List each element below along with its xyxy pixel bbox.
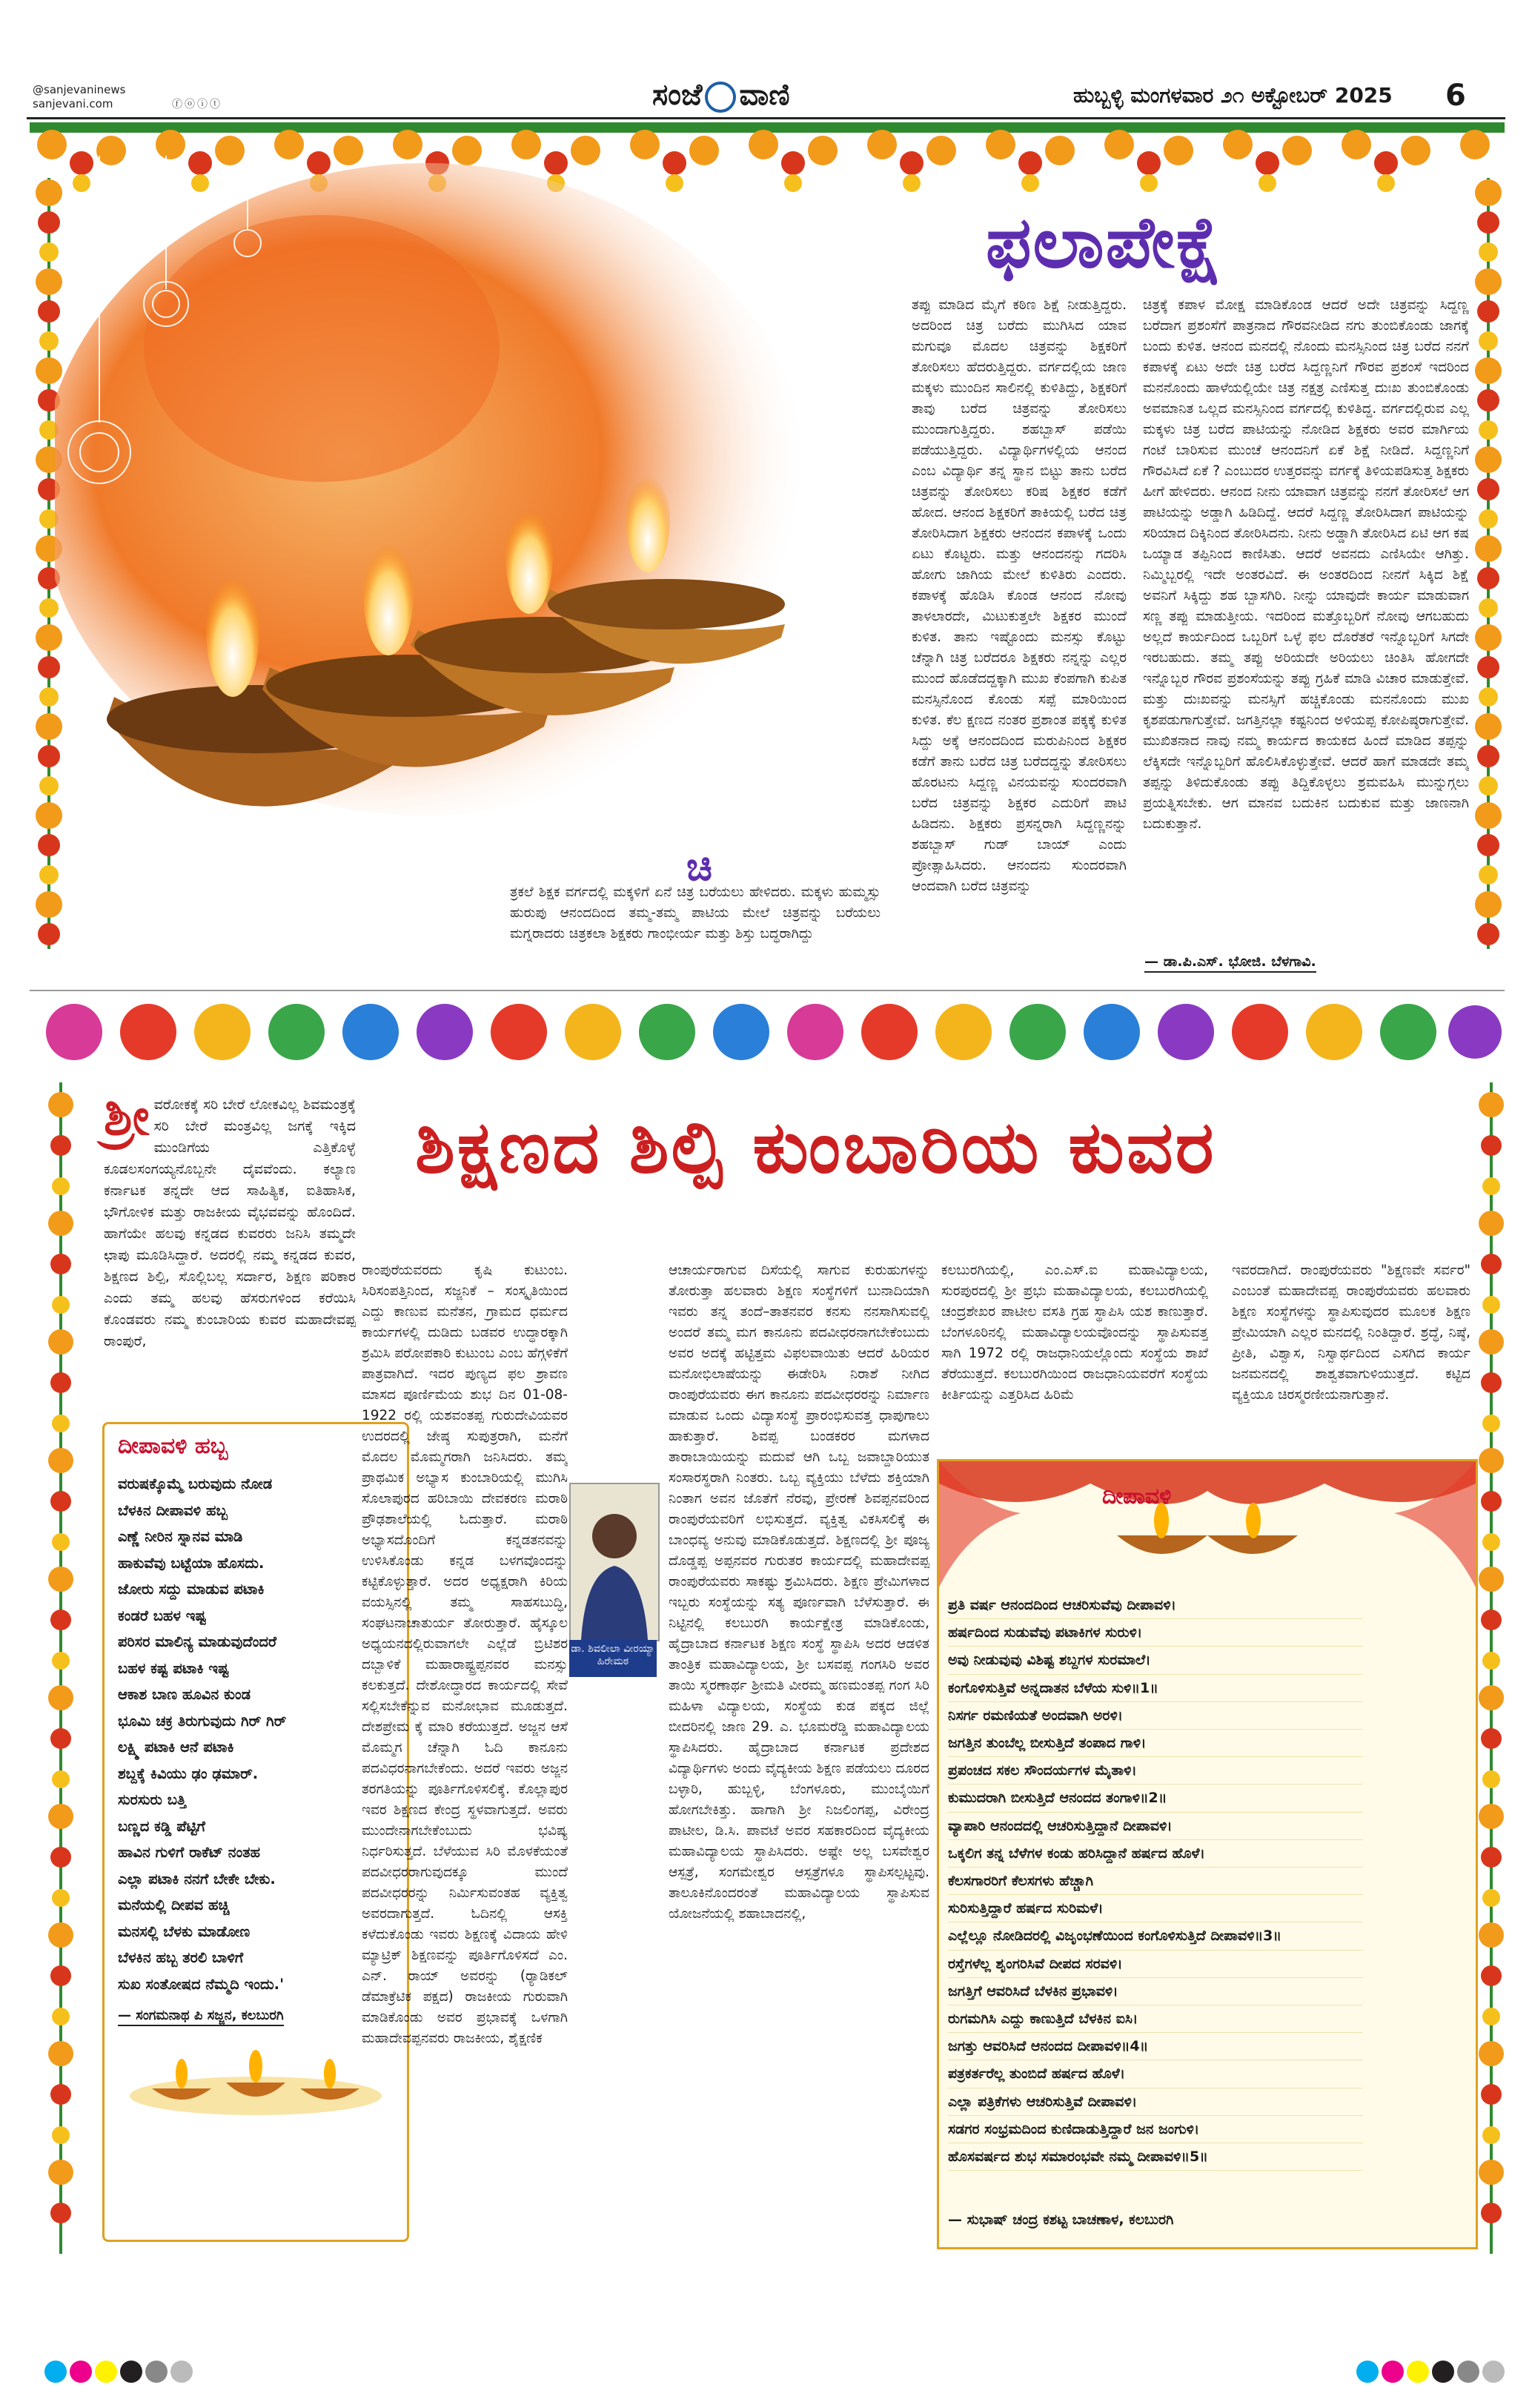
intro-text: ವರೋಕಕ್ಕೆ ಸರಿ ಬೇರೆ ಲೋಕವಿಲ್ಲ ಶಿವಮಂತ್ರಕ್ಕೆ ಸರಿ ಬೇರೆ ಮಂತ್ರವಿಲ್ಲ ಜಗಕ್ಕೆ ಇಕ್ಕಿದ ಮುಂಡಿಗೆಯ ಎತ್ತಿಕೊಳ್ಳೆ ಕೂಡಲಸಂಗಯ್ಯನೊಬ್ಬನೇ ದೈವವೆಂದು. ಕಲ್ಯಾಣ ಕರ್ನಾಟಕ ತನ್ನದೇ ಆದ ಸಾಹಿತ್ಯಿಕ, ಐತಿಹಾಸಿಕ, ಭೌಗೋಳಿಕ ಮತ್ತು ರಾಜಕೀಯ ವೈಭವವನ್ನು ಹೊಂದಿದೆ. ಹಾಗೆಯೇ ಹಲವು ಕನ್ನಡದ ಕುವರರು ಜನಿಸಿ ತಮ್ಮದೇ ಛಾಪು ಮೂಡಿಸಿದ್ದಾರೆ. ಅದರಲ್ಲಿ ನಮ್ಮ ಕನ್ನಡದ ಕುವರ, ಶಿಕ್ಷಣದ ಶಿಲ್ಪಿ, ಸೊಲ್ಲಿಬಲ್ಲ ಸರ್ದಾರ, ಶಿಕ್ಷಣ ಪರಿಕಾರ ಎಂದು ತಮ್ಮ ಹಲವು ಹೆಸರುಗಳಿಂದ ಕರೆಯಿಸಿ ಕೊಂಡವರು ನಮ್ಮ ಕುಂಬಾರಿಯ ಕುವರ ಮಹಾದೇವಪ್ಪ ರಾಂಪುರೆ,: [104, 1096, 356, 1349]
marigold-garland-right: [1472, 178, 1505, 949]
poem-line: ಜೋರು ಸದ್ದು ಮಾಡುವ ಪಟಾಕಿ: [118, 1581, 265, 1598]
poem-line: ಹಾಕುವೆವು ಬಟ್ಟೆಯಾ ಹೊಸದು.: [118, 1554, 265, 1572]
poem-line: ಸುಖ ಸಂತೋಷದ ನೆಮ್ಮದಿ ಇಂದು.': [118, 1975, 285, 1993]
deepavali-line: ಸುರಿಸುತ್ತಿದ್ದಾರೆ ಹರ್ಷದ ಸುರಿಮಳೆ।: [948, 1895, 1363, 1922]
portrait-icon: [571, 1484, 658, 1640]
feature-column-1: [912, 295, 1127, 971]
deepavali-line: ಜಗತ್ತು ಆವರಿಸಿದೆ ಆನಂದದ ದೀಪಾವಳಿ॥4॥: [948, 2033, 1363, 2060]
masthead-handles: [33, 83, 125, 111]
poem-line: ಬೆಳಕಿನ ದೀಪಾವಳಿ ಹಬ್ಬ: [118, 1501, 228, 1519]
poem-line: ಬೆಳಕಿನ ಹಬ್ಬ ತರಲಿ ಬಾಳಿಗೆ: [118, 1949, 244, 1966]
poem-line: ಹಾವಿನ ಗುಳಿಗೆ ರಾಕೆಟ್ ನಂತಹ: [118, 1844, 261, 1861]
feature-drop-text: ತ್ರಕಲೆ ಶಿಕ್ಷಕ ವರ್ಗದಲ್ಲಿ ಮಕ್ಕಳಿಗೆ ಏನೆ ಚಿತ್ರ ಬರೆಯಲು ಹೇಳಿದರು. ಮಕ್ಕಳು ಹುಮ್ಮಸ್ಸು ಹುರುಪು ಆನಂದದಿಂದ ತಮ್ಮ-ತಮ್ಮ ಪಾಟಿಯ ಮೇಲೆ ಚಿತ್ರವನ್ನು ಬರೆಯಲು ಮಗ್ನರಾದರು ಚಿತ್ರಕಲಾ ಶಿಕ್ಷಕರು ಗಾಂಭೀರ್ಯ ಮತ್ತು ಶಿಸ್ತು ಬದ್ಧರಾಗಿದ್ದು: [510, 884, 881, 942]
print-registration-left: [44, 2361, 196, 2386]
main-col2-text: ಆಚಾರ್ಯರಾಗುವ ದಿಸೆಯಲ್ಲಿ ಸಾಗುವ ಕುರುಹುಗಳನ್ನು ತೋರುತ್ತಾ ಹಲವಾರು ಶಿಕ್ಷಣ ಸಂಸ್ಥೆಗಳಿಗೆ ಬುನಾದಿಯಾಗಿ ಇವರು ತನ್ನ ತಂದೆ–ತಾತನವರ ಕನಸು ನನಸಾಗಿಸುವಲ್ಲಿ ಅಂದರೆ ತಮ್ಮ ಮಗ ಕಾನೂನು ಪದವೀಧರನಾಗಬೇಕೆಂಬುದು ಅವರ ಅದಕ್ಕೆ ಹಟ್ಟಿತ್ತಮ ವಿಫಲವಾಯಿತು ಆದರೆ ಹಿರಿಯರ ಮನೋಭಿಲಾಷೆಯನ್ನು ಈಡೇರಿಸಿ ನಿರಾಶೆ ನೀಗಿದ ರಾಂಪುರೆಯವರು ಈಗ ಕಾನೂನು ಪದವೀಧರರನ್ನು ನಿರ್ಮಾಣ ಮಾಡುವ ಒಂದು ವಿದ್ಯಾಸಂಸ್ಥೆ ಪ್ರಾರಂಭಿಸುವತ್ತ ಧಾಪುಗಾಲು ಹಾಕುತ್ತಾರೆ. ಶಿವಪ್ಪ ಬಂಡಕರರ ಮಗಳಾದ ತಾರಾಬಾಯಿಯನ್ನು ಮದುವೆ ಆಗಿ ಒಬ್ಬ ಜವಾಬ್ದಾರಿಯುತ ಸಂಸಾರಸ್ಥರಾಗಿ ನಿಂತರು. ಒಬ್ಬ ವ್ಯಕ್ತಿಯು ಬೆಳೆದು ಶಕ್ತಿಯಾಗಿ ನಿಂತಾಗ ಅವನ ಜೊತೆಗೆ ನೆರವು, ಪ್ರೇರಣೆ ಶಿವಪ್ಪನವರಿಂದ ರಾಂಪುರೆಯವರಿಗೆ ಲಭಿಸುತ್ತದೆ. ವ್ಯಕ್ತಿತ್ವ ವಿಕಸಿಸಲಿಕ್ಕೆ ಈ ಬಾಂಧವ್ಯ ಅನುವು ಮಾಡಿಕೊಡುತ್ತದೆ. ಶಿಕ್ಷಣದಲ್ಲಿ ಶ್ರೀ ಪೂಜ್ಯ ದೊಡ್ಡಪ್ಪ ಅಪ್ಪನವರ ಗುರುತರ ಕಾರ್ಯದಲ್ಲಿ ಮಹಾದೇವಪ್ಪ ರಾಂಪುರೆಯವರು ಸಾಕಷ್ಟು ಶ್ರಮಿಸಿದರು. ಶಿಕ್ಷಣ ಪ್ರೇಮಿಗಳಾದ ಇಬ್ಬರು ಸಂಸ್ಥೆಯನ್ನು ಸತ್ಯ ಪೂರ್ಣವಾಗಿ ಬೆಳೆಸುತ್ತಾರೆ. ಈ ನಿಟ್ಟಿನಲ್ಲಿ ಕಲಬುರಗಿ ಕಾರ್ಯಕ್ಷೇತ್ರ ಮಾಡಿಕೊಂಡು, ಹೈದ್ರಾಬಾದ ಕರ್ನಾಟಕ ಶಿಕ್ಷಣ ಸಂಸ್ಥೆ ಸ್ಥಾಪಿಸಿ ಅದರ ಆಡಳಿತ ತಾಂತ್ರಿಕ ಮಹಾವಿದ್ಯಾಲಯ, ಶ್ರೀ ಬಸವಪ್ಪ ಗಂಗಸಿರಿ ಅವರ ತಾಯಿ ಸ್ಮರಣಾರ್ಥ ಶ್ರೀಮತಿ ವೀರಮ್ಮ ಹಣಮಂತಪ್ಪ ಗಂಗ ಸಿರಿ ಮಹಿಳಾ ವಿದ್ಯಾಲಯ, ಸಂಸ್ಥೆಯ ಕುಡ ಪಕ್ಕದ ಜಿಲ್ಲೆ ಬೀದರಿನಲ್ಲಿ ಜಾಣ 29. ಎ. ಭೂಮರೆಡ್ಡಿ ಮಹಾವಿದ್ಯಾಲಯ ಸ್ಥಾಪಿಸಿದರು. ಹೈದ್ರಾಬಾದ ಕರ್ನಾಟಕ ಪ್ರದೇಶದ ವಿದ್ಯಾರ್ಥಿಗಳು ಅಂದು ವೈದ್ಯಕೀಯ ಶಿಕ್ಷಣ ಪಡೆಯಲು ದೂರದ ಬಳ್ಳಾರಿ, ಹುಬ್ಬಳ್ಳಿ, ಬೆಂಗಳೂರು, ಮುಂಬೈಯಿಗೆ ಹೋಗಬೇಕಿತ್ತು. ಹಾಗಾಗಿ ಶ್ರೀ ನಿಜಲಿಂಗಪ್ಪ, ವಿರೇಂದ್ರ ಪಾಟೀಲ, ಡಿ.ಸಿ. ಪಾವಟೆ ಅವರ ಸಹಕಾರದಿಂದ ವೈದ್ಯಕೀಯ ಮಹಾವಿದ್ಯಾಲಯ ಸ್ಥಾಪಿಸಿದರು. ಅಷ್ಟೇ ಅಲ್ಲ ಬಸವೇಶ್ವರ ಆಸ್ಪತ್ರೆ, ಸಂಗಮೇಶ್ವರ ಆಸ್ಪತ್ರೆಗಳೂ ಸ್ಥಾಪಿಸಲ್ಪಟ್ಟವು. ತಾಲೂಕಿನೊಂದರಂತೆ ಮಹಾವಿದ್ಯಾಲಯ ಸ್ಥಾಪಿಸುವ ಯೋಜನೆಯಲ್ಲಿ ಶಹಾಬಾದನಲ್ಲಿ,: [669, 1263, 929, 1922]
deepavali-line: ಅವು ನೀಡುವುವು ವಿಶಿಷ್ಟ ಶಬ್ದಗಳ ಸುರಮಾಲೆ।: [948, 1647, 1363, 1674]
newspaper-logo: [652, 77, 790, 113]
rangoli-diya-icon: [122, 2037, 389, 2118]
deepavali-line: ಕಂಗೊಳಿಸುತ್ತಿವೆ ಅನ್ನದಾತನ ಬೆಳೆಯ ಸುಳಿ॥1॥: [948, 1675, 1363, 1702]
poem-box-deepavali: [937, 1459, 1478, 2249]
deepavali-line: ಜಗತ್ತಿಗೆ ಆವರಿಸಿದೆ ಬೆಳಕಿನ ಪ್ರಭಾವಳಿ।: [948, 1978, 1363, 2005]
poem-line: ಭೂಮಿ ಚಕ್ರ ತಿರುಗುವುದು ಗಿರ್ ಗಿರ್: [118, 1712, 287, 1730]
main-col1-text: ರಾಂಪುರೆಯವರದು ಕೃಷಿ ಕುಟುಂಬ. ಸಿರಿಸಂಪತ್ತಿನಿಂದ, ಸಜ್ಜನಿಕೆ – ಸಂಸ್ಕೃತಿಯಿಂದ ಎದ್ದು ಕಾಣುವ ಮನೆತನ, ಗ್ರಾಮದ ಧರ್ಮದ ಕಾರ್ಯಗಳಲ್ಲಿ ದುಡಿದು ಬಡವರ ಉದ್ಧಾರಕ್ಕಾಗಿ ಶ್ರಮಿಸಿ ಪರೋಪಕಾರಿ ಕುಟುಂಬ ಎಂಬ ಹೆಗ್ಗಳಿಕೆಗೆ ಪಾತ್ರವಾಗಿದೆ. ಇದರ ಪುಣ್ಯದ ಫಲ ಶ್ರಾವಣ ಮಾಸದ ಪೂರ್ಣಿಮೆಯ ಶುಭ ದಿನ 01-08-1922 ರಲ್ಲಿ ಯಶವಂತಪ್ಪ ಗುರುದೇವಿಯವರ ಉದರದಲ್ಲಿ ಜೇಷ್ಠ ಸುಪುತ್ರರಾಗಿ, ಮನೆಗೆ ಮೊದಲ ಮೊಮ್ಮಗರಾಗಿ ಜನಿಸಿದರು. ತಮ್ಮ ಪ್ರಾಥಮಿಕ ಅಭ್ಯಾಸ ಕುಂಬಾರಿಯಲ್ಲಿ ಮುಗಿಸಿ ಸೊಲಾಪುರದ ಹರಿಬಾಯಿ ದೇವಕರಣ ಮರಾಠಿ ಪ್ರೌಢಶಾಲೆಯಲ್ಲಿ ಓದುತ್ತಾರೆ. ಮರಾಠಿ ಅಭ್ಯಾಸದೊಂದಿಗೆ ಕನ್ನಡತನವನ್ನು ಉಳಿಸಿಕೊಂಡು ಕನ್ನಡ ಬಳಗವೊಂದನ್ನು ಕಟ್ಟಿಕೊಳ್ಳುತ್ತಾರೆ. ಅದರ ಅಧ್ಯಕ್ಷರಾಗಿ ಕಿರಿಯ ವಯಸ್ಸಿನಲ್ಲಿ ತಮ್ಮ ಸಾಹಸಬುದ್ಧಿ, ಸಂಘಟನಾಚಾತುರ್ಯ ತೋರುತ್ತಾರೆ. ಹೈಸ್ಕೂಲ ಅಧ್ಯಯನದಲ್ಲಿರುವಾಗಲೇ ಎಲ್ಲೆಡೆ ಬ್ರಿಟಿಶರ ದಬ್ಬಾಳಿಕೆ ಮಹಾರಾಷ್ಟ್ರಪ್ಪನವರ ಮನಸ್ಸು ಕಲಕುತ್ತದೆ. ದೇಶೋದ್ಧಾರದ ಕಾರ್ಯದಲ್ಲಿ ಸೇವೆ ಸಲ್ಲಿಸಬೇಕೆನ್ನುವ ಮನೋಭಾವ ಮೂಡುತ್ತದೆ. ದೇಶಪ್ರೇಮ ಕ್ಕೆ ಮಾರಿ ಕರೆಯುತ್ತದೆ. ಅಜ್ಜನ ಆಸೆ ಮೊಮ್ಮಗ ಚೆನ್ನಾಗಿ ಓದಿ ಕಾನೂನು ಪದವಿಧರನಾಗಬೇಕೆಂದು. ಅದರೆ ಇವರು ಅಜ್ಜನ ತರಗತಿಯನ್ನು ಪೂರ್ತಿಗೊಳಿಸಲಿಕ್ಕೆ. ಕೊಲ್ಲಾಪುರ ಇವರ ಶಿಕ್ಷಣದ ಕೇಂದ್ರ ಸ್ಥಳವಾಗುತ್ತದೆ. ಅವರು ಮುಂದೇನಾಗಬೇಕೆಂಬುದು ಭವಿಷ್ಯ ನಿರ್ಧರಿಸುತ್ತದೆ. ಬೆಳೆಯುವ ಸಿರಿ ಮೊಳಕೆಯಂತೆ ಪದವೀಧರರಾಗುವುದಕ್ಕೂ ಮುಂದೆ ಪದವೀಧರರನ್ನು ನಿರ್ಮಿಸುವಂತಹ ವ್ಯಕ್ತಿತ್ವ ಅವರದಾಗುತ್ತದೆ. ಓದಿನಲ್ಲಿ ಆಸಕ್ತಿ ಕಳೆದುಕೊಂಡು ಇವರು ಶಿಕ್ಷಣಕ್ಕೆ ವಿದಾಯ ಹೇಳಿ ಮ್ಯಾಟ್ರಿಕ್ ಶಿಕ್ಷಣವನ್ನು ಪೂರ್ತಿಗೊಳಿಸದೆ ಎಂ. ಎನ್. ರಾಯ್ ಅವರನ್ನು (ರ್‍ಯಾಡಿಕಲ್ ಡೆಮಾಕ್ರೆಟಿಕ ಪಕ್ಷದ) ರಾಜಕೀಯ ಗುರುವಾಗಿ ಮಾಡಿಕೊಂಡು ಅವರ ಪ್ರಭಾವಕ್ಕೆ ಒಳಗಾಗಿ ಮಹಾದೇವಪ್ಪನವರು ರಾಜಕೀಯ, ಶೈಕ್ಷಣಿಕ: [362, 1263, 568, 2046]
chakra-icon: [705, 82, 736, 113]
logo-left: ಸಂಜೆ: [652, 77, 703, 112]
poem-line: ಮನೆಯಲ್ಲಿ ದೀಪವ ಹಚ್ಚಿ: [118, 1896, 230, 1914]
ornament-bauble-row: [30, 986, 1505, 1068]
deepavali-line: ರುಗಮಗಿಸಿ ಎದ್ದು ಕಾಣುತ್ತಿದೆ ಬೆಳಕಿನ ಐಸಿ।: [948, 2005, 1363, 2033]
intro-paragraph: [104, 1086, 356, 1352]
deepavali-byline: — ಸುಭಾಷ್ ಚಂದ್ರ ಕಶಟ್ಟ ಬಾಚಣಾಳ, ಕಲಬುರಗಿ: [948, 2212, 1174, 2228]
feature-col1-text: ತಪ್ಪು ಮಾಡಿದ ಮೈಗೆ ಕಠಿಣ ಶಿಕ್ಷೆ ನೀಡುತ್ತಿದ್ದರು. ಅದರಿಂದ ಚಿತ್ರ ಬರೆದು ಮುಗಿಸಿದ ಯಾವ ಮಗುವೂ ಮೊದಲ ಚಿತ್ರವನ್ನು ಶಿಕ್ಷಕರಿಗೆ ತೋರಿಸಲು ಹೆದರುತ್ತಿದ್ದರು. ವರ್ಗದಲ್ಲಿಯ ಜಾಣ ಮಕ್ಕಳು ಮುಂದಿನ ಸಾಲಿನಲ್ಲಿ ಕುಳಿತಿದ್ದು, ಶಿಕ್ಷಕರಿಗೆ ತಾವು ಬರೆದ ಚಿತ್ರವನ್ನು ತೋರಿಸಲು ಮುಂದಾಗುತ್ತಿದ್ದರು. ಶಹಬ್ಬಾಸ್ ಪಡೆಯಿ ಪಡೆಯುತ್ತಿದ್ದರು. ವಿದ್ಯಾರ್ಥಿಗಳಲ್ಲಿಯ ಆನಂದ ಎಂಬ ವಿದ್ಯಾರ್ಥಿ ತನ್ನ ಸ್ಥಾನ ಬಿಟ್ಟು ತಾನು ಬರೆದ ಚಿತ್ರವನ್ನು ತೋರಿಸಲು ಕರಿಷ ಶಿಕ್ಷಕರ ಕಡೆಗೆ ಹೋದ. ಆನಂದ ಶಿಕ್ಷಕರಿಗೆ ತಾಕಿಯಲ್ಲಿ ಬರೆದ ಚಿತ್ರ ತೋರಿಸಿದಾಗ ಶಿಕ್ಷಕರು ಆನಂದನ ಕಪಾಳಕ್ಕೆ ಒಂದು ಏಟು ಕೊಟ್ಟರು. ಮತ್ತು ಆನಂದನನ್ನು ಗದರಿಸಿ ಹೋಗು ಜಾಗಿಯ ಮೇಲೆ ಕುಳಿತಿರು ಎಂದರು. ಕಪಾಳಕ್ಕೆ ಹೊಡಿಸಿ ಕೊಂಡ ಆನಂದ ನೋವು ತಾಳಲಾರದೇ, ಮಿಟುಕುತ್ತಲೇ ಶಿಕ್ಷಕರ ಮುಂದೆ ಕುಳಿತ. ತಾನು ಇಷ್ಟೊಂದು ಮನಸ್ಸು ಕೊಟ್ಟು ಚೆನ್ನಾಗಿ ಚಿತ್ರ ಬರೆದರೂ ಶಿಕ್ಷಕರು ನನ್ನನ್ನು ಎಲ್ಲರ ಮುಂದೆ ಹೊಡೆದದ್ದಕ್ಕಾಗಿ ಮುಖ ಕೆಂಪಗಾಗಿ ಕುಪಿತ ಮನಸ್ಸಿನೊಂದ ಕೊಂಡು ಸಪ್ಪೆ ಮಾರಿಯಿಂದ ಕುಳಿತ. ಕೆಲ ಕ್ಷಣದ ನಂತರ ಪ್ರಶಾಂತ ಪಕ್ಕಕ್ಕೆ ಕುಳಿತ ಸಿದ್ದು ಅಕ್ಕೆ ಆನಂದದಿಂದ ಮರುಪಿನಿಂದ ಶಿಕ್ಷಕರ ಕಡೆಗೆ ತಾನು ಬರೆದ ಚಿತ್ರ ಬರೆದದ್ದನ್ನು ತೋರಿಸಲು ಹೊರಟನು ಸಿದ್ದಣ್ಣ ವಿನಯವನ್ನು ಸುಂದರವಾಗಿ ಬರೆದ ಚಿತ್ರವನ್ನು ಶಿಕ್ಷಕರ ಎದುರಿಗೆ ಪಾಟಿ ಹಿಡಿದನು. ಶಿಕ್ಷಕರು ಪ್ರಸನ್ನರಾಗಿ ಸಿದ್ದಣ್ಣನನ್ನು ಶಹಬ್ಬಾಸ್ ಗುಡ್ ಬಾಯ್ ಎಂದು ಪ್ರೋತ್ಸಾಹಿಸಿದರು. ಆನಂದನು ಸುಂದರವಾಗಿ ಆಂದವಾಗಿ ಬರೆದ ಚಿತ್ರವನ್ನು: [912, 297, 1127, 894]
deepavali-line: ವ್ಯಾಪಾರಿ ಆನಂದದಲ್ಲಿ ಆಚರಿಸುತ್ತಿದ್ದಾನೆ ದೀಪಾವಳಿ।: [948, 1813, 1363, 1840]
page-number: 6: [1445, 79, 1466, 113]
poem-line: ಮನಸಲ್ಲಿ ಬೆಳಕು ಮಾಡೋಣ: [118, 1922, 251, 1940]
main-col3-text: ಕಲಬುರಗಿಯಲ್ಲಿ, ಎಂ.ಎಸ್.ಐ ಮಹಾವಿದ್ಯಾಲಯ, ಸುರಪುರದಲ್ಲಿ ಶ್ರೀ ಪ್ರಭು ಮಹಾವಿದ್ಯಾಲಯ, ಕಲಬುರಗಿಯಲ್ಲಿ ಚಂದ್ರಶೇಖರ ಪಾಟೀಲ ವಸತಿ ಗ್ರಹ ಸ್ಥಾಪಿಸಿ ಯಶ ಕಾಣುತ್ತಾರೆ. ಬೆಂಗಳೂರಿನಲ್ಲಿ ಮಹಾವಿದ್ಯಾಲಯವೊಂದನ್ನು ಸ್ಥಾಪಿಸುವತ್ತ ಸಾಗಿ 1972 ರಲ್ಲಿ ರಾಜಧಾನಿಯಲ್ಲೊಂದು ಸಂಸ್ಥೆಯ ಶಾಖೆ ತೆರೆಯುತ್ತದೆ. ಕಲಬುರಗಿಯಿಂದ ರಾಜಧಾನಿಯವರೆಗೆ ಸಂಸ್ಥೆಯ ಕೀರ್ತಿಯನ್ನು ಎತ್ತರಿಸಿದ ಹಿರಿಮೆ: [941, 1263, 1208, 1403]
feature-byline: — ಡಾ.ಪಿ.ಎಸ್. ಭೋಜಿ. ಬೆಳಗಾವಿ.: [1144, 953, 1316, 973]
curtain-diya-icon: [939, 1461, 1476, 1587]
logo-right: ವಾಣಿ: [739, 77, 790, 112]
deepavali-line: ಜಗತ್ತಿನ ತುಂಬೆಲ್ಲ ಬೀಸುತ್ತಿದೆ ತಂಪಾದ ಗಾಳಿ।: [948, 1730, 1363, 1757]
deepavali-line: ಕುಮುದರಾಗಿ ಬೀಸುತ್ತಿದೆ ಆನಂದದ ತಂಗಾಳಿ॥2॥: [948, 1784, 1363, 1812]
main-column-4: [1232, 1260, 1470, 1453]
deepavali-line: ಎಲ್ಲೆಲ್ಲೂ ನೋಡಿದರಲ್ಲಿ ವಿಜೃಂಭಣೆಯಿಂದ ಕಂಗೊಳಿಸುತ್ತಿದೆ ದೀಪಾವಳಿ॥3॥: [948, 1922, 1363, 1950]
deepavali-line: ಒಕ್ಕಲಿಗ ತನ್ನ ಬೆಳೆಗಳ ಕಂಡು ಹರಿಸಿದ್ದಾನೆ ಹರ್ಷದ ಹೊಳೆ।: [948, 1840, 1363, 1868]
marigold-garland-lower-right: [1475, 1082, 1508, 2254]
deepavali-title: ದೀಪಾವಳಿ: [1102, 1484, 1172, 1509]
diya-watercolor-illustration: [55, 156, 907, 912]
feature-title: ಫಲಾಪೇಕ್ಷೆ: [986, 200, 1224, 284]
main-headline: ಶಿಕ್ಷಣದ ಶಿಲ್ಪಿ ಕುಂಬಾರಿಯ ಕುವರ: [415, 1105, 1216, 1190]
main-column-3: [941, 1260, 1208, 1453]
poem-line: ಕಂಡರೆ ಬಹಳ ಇಷ್ಟ: [118, 1607, 207, 1624]
poem-line: ಎಲ್ಲಾ ಪಟಾಕಿ ನನಗೆ ಬೇಕೇ ಬೇಕು.: [118, 1870, 276, 1888]
deepavali-line: ಹೊಸವರ್ಷದ ಶುಭ ಸಮಾರಂಭವೇ ನಮ್ಮ ದೀಪಾವಳಿ॥5॥: [948, 2143, 1363, 2171]
deepavali-lines: [948, 1592, 1363, 2171]
main-column-1: [362, 1260, 568, 2254]
feature-col2-text: ಚಿತ್ರಕ್ಕೆ ಕಪಾಳ ಮೋಕ್ಷ ಮಾಡಿಕೊಂಡ ಆದರೆ ಅದೇ ಚಿತ್ರವನ್ನು ಸಿದ್ದಣ್ಣ ಬರೆದಾಗ ಪ್ರಶಂಸೆಗೆ ಪಾತ್ರನಾದ ಗೌರವನೀಡಿದ ನಗು ತುಂಬಿಕೊಂಡು ಜಾಗಕ್ಕೆ ಬಂದು ಕುಳಿತ. ಆನಂದ ಮನದಲ್ಲಿ ನೊಂದು ಮನಸ್ಸಿನಿಂದ ಚಿತ್ರ ಬರೆದ ನನಗೆ ಕಪಾಳಕ್ಕೆ ಏಟು ಅದೇ ಚಿತ್ರ ಬರೆದ ಸಿದ್ದಣ್ಣನಿಗೆ ಗೌರವ ಪ್ರಶಂಸೆ ಇದರಿಂದ ಮನನೊಂದು ಹಾಳೆಯಲ್ಲಿಯೇ ಚಿತ್ರ ನಕ್ಷತ್ರ ಎಣಿಸುತ್ತ ದುಃಖ ತುಂಬಿಕೊಂಡು ಅವಮಾನಿತ ಒಲ್ಲದ ಮನಸ್ಸಿನಿಂದ ವರ್ಗದಲ್ಲಿ ಕುಳಿತಿದ್ದ. ವರ್ಗದಲ್ಲಿರುವ ಎಲ್ಲ ಮಕ್ಕಳು ಚಿತ್ರ ಬರೆದ ಪಾಟಿಯನ್ನು ನೋಡಿದ ಶಿಕ್ಷಕರು ಅವರ ಮಾರ್ಗಿಯ ಗಂಟೆ ಬಾರಿಸುವ ಮುಂಚೆ ಆನಂದನಿಗೆ ಏಕೆ ಶಿಕ್ಷೆ ನೀಡಿದೆ. ಸಿದ್ದಣ್ಣನಿಗೆ ಗೌರವಿಸಿದೆ ಏಕೆ ? ಎಂಬುದರ ಉತ್ತರವನ್ನು ವರ್ಗಕ್ಕೆ ತಿಳಿಯಪಡಿಸುತ್ತ ಶಿಕ್ಷಕರು ಹೀಗೆ ಹೇಳಿದರು. ಆನಂದ ನೀನು ಯಾವಾಗ ಚಿತ್ರವನ್ನು ನನಗೆ ತೋರಿಸಲೆ ಆಗ ಪಾಟಿಯನ್ನು ಅಡ್ಡಾಗಿ ಹಿಡಿದಿದ್ದೆ. ಆದರೆ ಸಿದ್ದಣ್ಣ ತೋರಿಸಿದಾಗ ಪಾಟಿಯನ್ನು ಸರಿಯಾದ ದಿಕ್ಕಿನಿಂದ ತೋರಿಸಿದನು. ನೀನು ಅಡ್ಡಾಗಿ ತೋರಿಸಿದ ಏಟಿ ಆಗ ಕಷ ಒಯ್ಯಾಡ ತಪ್ಪಿನಿಂದ ಕಾಣಿಸಿತು. ಆದರೆ ಅವನದು ಎಣಿಸಿಯೇ ಆಗಿತ್ತು. ನಿಮ್ಮಿಬ್ಬರಲ್ಲಿ ಇದೇ ಅಂತರವಿದೆ. ಈ ಅಂತರದಿಂದ ನೀನಗೆ ಸಿಕ್ಕಿದ ಶಿಕ್ಷೆ ಅವನಿಗೆ ಸಿಕ್ಕಿದ್ದು ಶಹ ಬ್ಬಾಸಗಿರಿ. ನೀನ್ನು ಯಾವುದೇ ಕಾರ್ಯ ಮಾಡುವಾಗ ಸಣ್ಣ ತಪ್ಪು ಮಾಡುತ್ತೀಯ. ಇದರಿಂದ ಮತ್ತೊಬ್ಬರಿಗೆ ನೋವು ಆಗಬಹುದು ಅಲ್ಲದೆ ಕಾರ್ಯದಿಂದ ಒಬ್ಬರಿಗೆ ಒಳ್ಳೆ ಫಲ ದೊರೆತರೆ ಇನ್ನೊಬ್ಬರಿಗೆ ಸಿಗದೇ ಇರಬಹುದು. ತಮ್ಮ ತಪ್ಪು ಅರಿಯದೇ ಅರಿಯಲು ಚಿಂತಿಸಿ ಹೋಗದೇ ಇನ್ನೊಬ್ಬರ ಗೌರವ ಪ್ರಶಂಸೆಯನ್ನು ತಪ್ಪು ಗ್ರಹಿಕೆ ಮಾಡಿ ವಿಚಾರ ಮಾಡುತ್ತೇವೆ. ಮತ್ತು ದುಃಖವನ್ನು ಮನಸ್ಸಿಗೆ ಹಚ್ಚಿಕೊಂಡು ಮನನೊಂದು ಮುಖ ಕೃಶಪಡುಗಾಗುತ್ತೇವೆ. ಜಗತ್ತಿನಲ್ಲಾ ಕಷ್ಟನಿಂದ ಅಳಿಯಪ್ಪ ಕೋಪಿಷ್ಠರಾಗುತ್ತೇವೆ. ಮುಖಿತನಾದ ನಾವು ನಮ್ಮ ಕಾರ್ಯದ ಕಾಯಕದ ಹಿಂದೆ ಮಾಡಿದ ತಪ್ಪನ್ನು ಲೆಕ್ಕಿಸದೇ ಇನ್ನೊಬ್ಬರಿಗೆ ಹೊಲಿಸಿಕೊಳ್ಳುತ್ತೇವೆ. ಆದರೆ ಹಾಗೆ ಮಾಡದೇ ತಮ್ಮ ತಪ್ಪನ್ನು ತಿಳಿದುಕೊಂಡು ತಪ್ಪು ತಿದ್ದಿಕೊಳ್ಳಲು ಶ್ರಮವಹಿಸಿ ಮುನ್ನುಗ್ಗಲು ಪ್ರಯತ್ನಿಸಬೇಕು. ಆಗ ಮಾನವ ಬದುಕಿನ ಬದುಕುವ ಮತ್ತು ಜಾಣನಾಗಿ ಬದುಕುತ್ತಾನೆ.: [1143, 297, 1469, 832]
social-handle: @sanjevaninews: [33, 83, 126, 96]
deepavali-line: ಹರ್ಷದಿಂದ ಸುಡುವೆವು ಪಟಾಕಿಗಳ ಸುರುಳಿ।: [948, 1619, 1363, 1647]
feature-column-2: [1143, 295, 1469, 947]
website: sanjevani.com: [33, 97, 113, 110]
marigold-garland-lower-left: [44, 1082, 77, 2254]
poem-line: ಬಣ್ಣದ ಕಡ್ಡಿ ಪೆಟ್ಟಿಗೆ: [118, 1817, 205, 1835]
social-icons: ⓕⓞⓘⓣ: [172, 99, 222, 110]
deepavali-line: ರಸ್ತೆಗಳೆಲ್ಲ ಶೃಂಗರಿಸಿವೆ ದೀಪದ ಸರವಳಿ।: [948, 1951, 1363, 1978]
poem-title: ದೀಪಾವಳಿ ಹಬ್ಬ: [118, 1433, 228, 1459]
deepavali-line: ಸಡಗರ ಸಂಭ್ರಮದಿಂದ ಕುಣಿದಾಡುತ್ತಿದ್ದಾರೆ ಜನ ಜಂಗುಳಿ।: [948, 2116, 1363, 2143]
deepavali-line: ಪ್ರತಿ ವರ್ಷ ಆನಂದದಿಂದ ಆಚರಿಸುವೆವು ದೀಪಾವಳಿ।: [948, 1592, 1363, 1619]
intro-dropcap: ಶ್ರೀ: [104, 1086, 150, 1147]
deepavali-line: ಎಲ್ಲಾ ಪತ್ರಿಕೆಗಳು ಆಚರಿಸುತ್ತಿವೆ ದೀಪಾವಳಿ।: [948, 2088, 1363, 2116]
dateline: ಹುಬ್ಬಳ್ಳಿ ಮಂಗಳವಾರ ೨೧ ಅಕ್ಟೋಬರ್ 2025: [1073, 83, 1393, 108]
poem-line: ಬಹಳ ಕಷ್ಟ ಪಟಾಕಿ ಇಷ್ಟ: [118, 1659, 229, 1677]
poem-line: ಶಬ್ದಕ್ಕೆ ಕಿವಿಯು ಢಂ ಢಮಾರ್.: [118, 1764, 259, 1782]
author-photo: [569, 1483, 660, 1641]
author-photo-caption: ಡಾ. ಶಿವಲೀಲಾ ವೀರಯ್ಯಾ ಹಿರೇಮಠ: [569, 1640, 657, 1677]
feature-column-under-drop: [510, 882, 881, 971]
deepavali-line: ನಿಸರ್ಗ ರಮಣಿಯತೆ ಅಂದವಾಗಿ ಅರಳಿ।: [948, 1702, 1363, 1730]
poem-line: ಸುರಸುರು ಬತ್ತಿ: [118, 1791, 186, 1808]
poem-line: ವರುಷಕ್ಕೊಮ್ಮೆ ಬರುವುದು ನೋಡ: [118, 1475, 273, 1492]
print-registration-right: [1356, 2361, 1508, 2386]
deepavali-line: ಕೆಲಸಗಾರರಿಗೆ ಕೆಲಸಗಳು ಹೆಚ್ಚಾಗಿ: [948, 1868, 1363, 1895]
poem-line: ಆಕಾಶ ಬಾಣ ಹೂವಿನ ಕುಂಡ: [118, 1686, 251, 1703]
main-column-2: [669, 1260, 929, 2254]
main-col4-text: ಇವರದಾಗಿದೆ. ರಾಂಪುರೆಯವರು "ಶಿಕ್ಷಣವೇ ಸರ್ವರ" ಎಂಬಂತೆ ಮಹಾದೇವಪ್ಪ ರಾಂಪುರೆಯವರು ಹಲವಾರು ಶಿಕ್ಷಣ ಸಂಸ್ಥೆಗಳನ್ನು ಸ್ಥಾಪಿಸುವುದರ ಮೂಲಕ ಶಿಕ್ಷಣ ಪ್ರೇಮಿಯಾಗಿ ಎಲ್ಲರ ಮನದಲ್ಲಿ ನಿಂತಿದ್ದಾರೆ. ಶ್ರದ್ಧೆ, ನಿಷ್ಠೆ, ಪ್ರೀತಿ, ವಿಶ್ವಾಸ, ನಿಸ್ವಾರ್ಥದಿಂದ ಎಸಗಿದ ಕಾರ್ಯ ಜನಮನದಲ್ಲಿ ಶಾಶ್ವತವಾಗುಳಿಯುತ್ತದೆ. ಕಟ್ಟಿದ ವ್ಯಕ್ತಿಯೂ ಚಿರಸ್ಮರಣೀಯನಾಗುತ್ತಾನೆ.: [1232, 1263, 1470, 1403]
drop-letter: ಚಿ: [686, 845, 712, 890]
poem-line: ಪರಿಸರ ಮಾಲಿನ್ಯ ಮಾಡುವುದೆಂದರೆ: [118, 1633, 277, 1650]
masthead-rule: [27, 117, 1505, 119]
deepavali-line: ಪತ್ರಕರ್ತರೆಲ್ಲ ತುಂಬಿದೆ ಹರ್ಷದ ಹೊಳೆ।: [948, 2060, 1363, 2088]
deepavali-line: ಪ್ರಪಂಚದ ಸಕಲ ಸೌಂದರ್ಯಗಳ ಮೈತಾಳಿ।: [948, 1757, 1363, 1784]
poem-line: ಲಕ್ಷ್ಮಿ ಪಟಾಕಿ ಆನೆ ಪಟಾಕಿ: [118, 1739, 234, 1756]
poem-line: ಎಣ್ಣೆ ನೀರಿನ ಸ್ನಾನವ ಮಾಡಿ: [118, 1528, 243, 1545]
poem-byline: — ಸಂಗಮನಾಥ ಪಿ ಸಜ್ಜನ, ಕಲಬುರಗಿ: [118, 2008, 284, 2026]
